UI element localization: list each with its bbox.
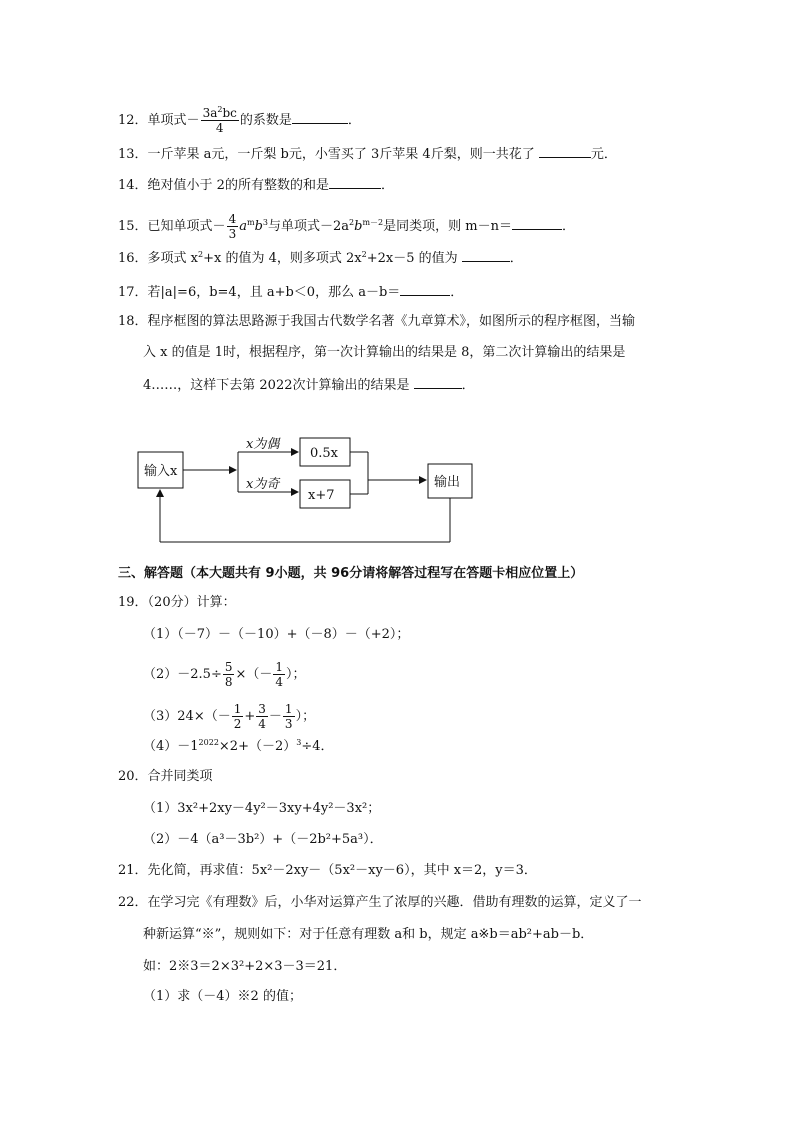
- question-22-line4: （1）求（－4）※2 的值；: [143, 989, 302, 1004]
- question-19-part4: $(4)-1^{2022}\times 2+(-2)^3\div 4$．: [143, 738, 334, 754]
- answer-blank: [292, 110, 348, 124]
- question-20-part2: （2）－4（a³－3b²）+（－2b²+5a³）．: [143, 832, 383, 847]
- question-18-line2: 入 x 的值是 1时，根据程序，第一次计算输出的结果是 8，第二次计算输出的结果是: [143, 345, 626, 360]
- question-16: 16．多项式 $x^2+x$ 的值为 4，则多项式 $2x^2+2x-5$ 的值为 ．: [118, 250, 523, 266]
- answer-blank: [400, 282, 450, 296]
- question-21: 21．先化简，再求值：5x²－2xy－（5x²－xy－6），其中 x＝2，y＝3．: [118, 863, 537, 878]
- question-17: 17．若|a|=6，b=4，且 a+b＜0，那么 a－b＝ ．: [118, 282, 463, 302]
- question-18-line1: 18．程序框图的算法思路源于我国古代数学名著《九章算术》，如图所示的程序框图，当输: [118, 314, 636, 329]
- question-15: 15．已知单项式－ $\frac{4}{3}$ $a^mb^3$与单项式$-2a^2b^{m-2}$是同类项，则 m－n＝ ．: [118, 212, 575, 241]
- question-13: 13．一斤苹果 a元，一斤梨 b元，小雪买了 3斤苹果 4斤梨，则一共花了 元．: [118, 144, 617, 164]
- answer-blank: [462, 248, 510, 262]
- question-19-part1: （1）（－7）－（－10）+（－8）－（+2）；: [143, 627, 410, 642]
- odd-box-label: x+7: [308, 488, 335, 503]
- question-20-part1: （1）3x²+2xy－4y²－3xy+4y²－3x²；: [143, 801, 381, 816]
- question-19: 19．（20分）计算：: [118, 595, 236, 610]
- question-14: 14．绝对值小于 2的所有整数的和是 ．: [118, 175, 394, 195]
- output-label: 输出: [434, 475, 461, 490]
- even-box-label: 0.5x: [310, 446, 339, 461]
- program-flowchart: [130, 430, 490, 550]
- section-heading: 三、解答题（本大题共有 9小题，共 96分请将解答过程写在答题卡相应位置上）: [118, 566, 584, 581]
- question-22-line3: 如：2※3＝2×3²+2×3－3＝21．: [143, 959, 347, 974]
- fraction: $\frac{3a^2bc}{4}$: [202, 105, 237, 135]
- question-22-line1: 22．在学习完《有理数》后，小华对运算产生了浓厚的兴趣．借助有理数的运算，定义了一: [118, 895, 642, 910]
- answer-blank: [512, 216, 562, 230]
- question-12: 12．单项式－ $\frac{3a^2bc}{4}$ 的系数是 ．: [118, 105, 361, 135]
- answer-blank: [414, 375, 462, 389]
- odd-branch-label: x为奇: [246, 477, 280, 492]
- question-number: 12．: [118, 113, 148, 128]
- question-20: 20．合并同类项: [118, 769, 213, 784]
- input-label: 输入x: [144, 464, 178, 479]
- fraction: $\frac{4}{3}$: [228, 212, 237, 241]
- answer-blank: [539, 144, 591, 158]
- even-branch-label: x为偶: [246, 437, 280, 452]
- question-19-part3: （3）24×（－ $\frac{1}{2}$ + $\frac{3}{4}$ － $\frac{1}{3}$ ）；: [143, 702, 316, 731]
- answer-blank: [329, 175, 381, 189]
- question-18-line3: 4……，这样下去第 2022次计算输出的结果是 ．: [143, 375, 475, 395]
- question-22-line2: 种新运算“※”，规则如下：对于任意有理数 a和 b，规定 a※b＝ab²+ab－b．: [143, 927, 594, 942]
- question-19-part2: （2）－2.5÷ $\frac{5}{8}$ ×（－ $\frac{1}{4}$ ）；: [143, 660, 306, 689]
